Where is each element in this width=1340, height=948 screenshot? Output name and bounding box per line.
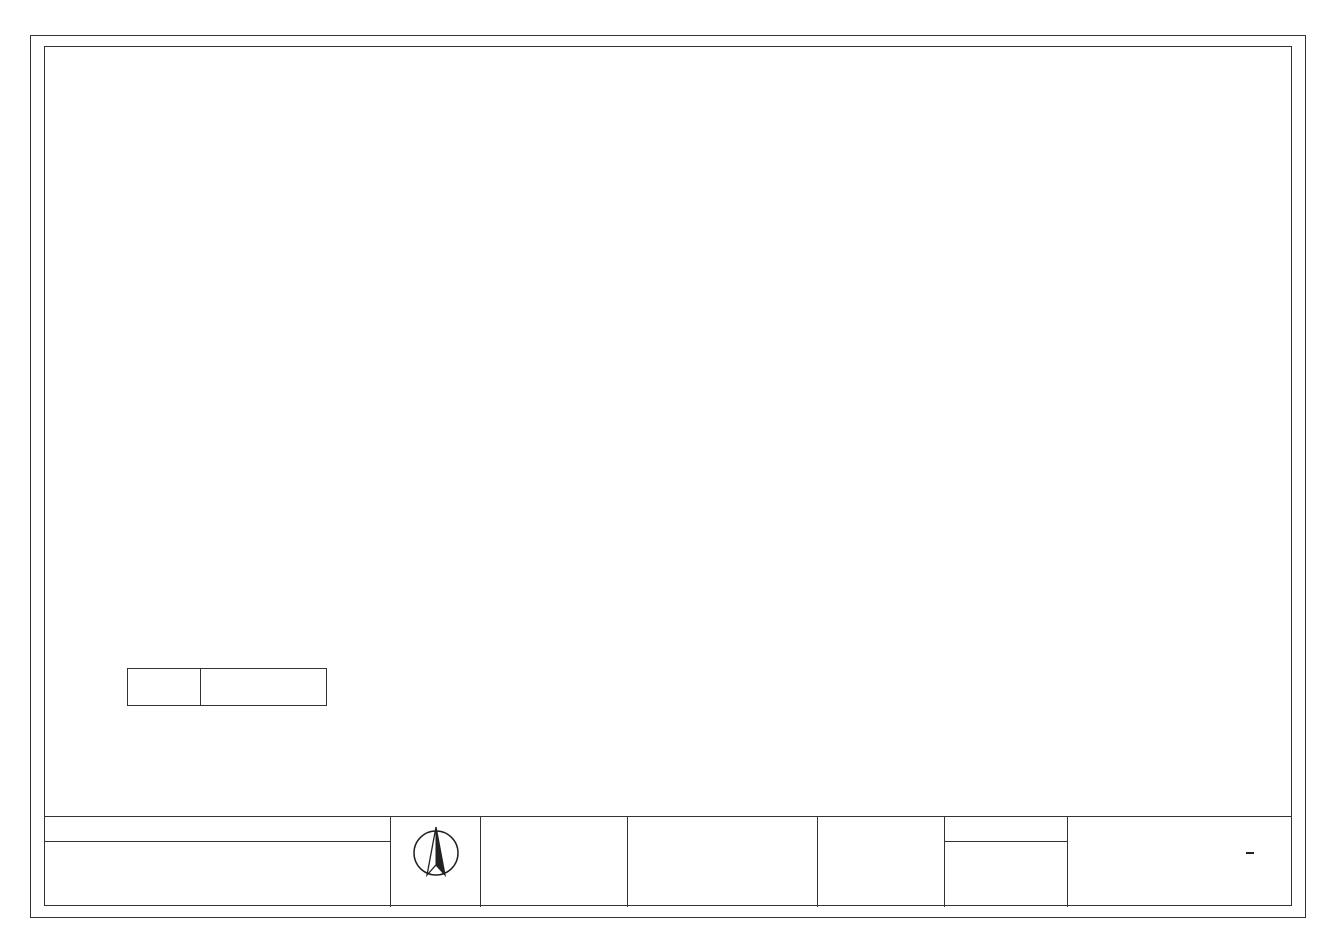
revisions-cell bbox=[628, 817, 818, 907]
notes-column-2 bbox=[474, 58, 858, 83]
sheet-size bbox=[1246, 852, 1254, 854]
drawing-title-cell bbox=[481, 817, 628, 907]
north-arrow-icon bbox=[391, 817, 481, 907]
table-header bbox=[201, 669, 327, 706]
drawing-info-cell bbox=[818, 817, 945, 907]
title-block bbox=[44, 816, 1292, 907]
revisions-title bbox=[628, 821, 817, 835]
riprap-table bbox=[127, 668, 327, 706]
signature-cell bbox=[945, 817, 1068, 907]
company-cell bbox=[1068, 817, 1292, 907]
notes-column-1 bbox=[68, 58, 453, 121]
notes-column-3 bbox=[880, 58, 1270, 78]
drawing-border bbox=[44, 46, 1292, 906]
project-cell bbox=[44, 817, 391, 907]
north-arrow-cell bbox=[391, 817, 481, 907]
